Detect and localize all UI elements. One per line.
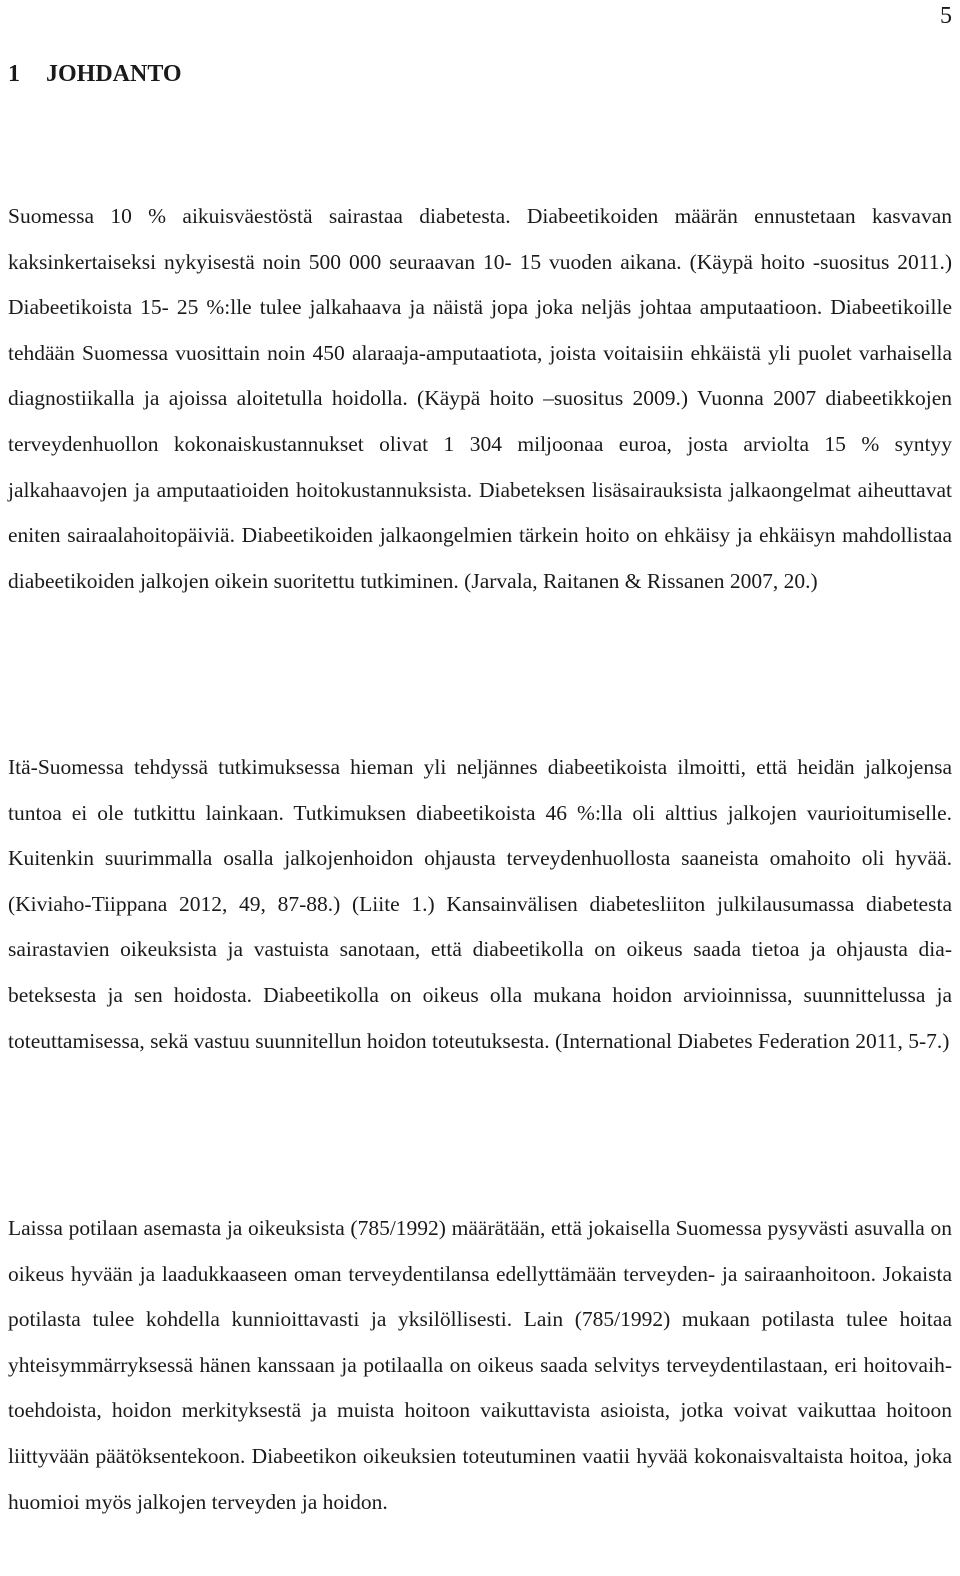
paragraph-patient-rights-law: Laissa potilaan asemasta ja oikeuksista (785/1992) määrätään, että jokaisella Suomessa pysyvästi asuvalla on oikeus hyvään ja laadukkaaseen oman terveydentilansa edellyttämään terveyden- ja sairaanhoitoon. Jokaista potilasta tulee kohdella kunnioittavasti ja yksilöllisesti. Lain (785/1992) mukaan potilasta tulee hoitaa yhteisymmärryksessä hänen kanssaan ja potilaalla on oikeus saada selvitys terveydentilastaan, eri hoitovaihtoehdoista, hoidon merkityksestä ja muista hoitoon vaikuttavista asioista, jotka voivat vaikuttaa hoitoon liittyvään päätöksentekoon. Diabeetikon oikeuksien toteutuminen vaatii hyvää kokonaisvaltaista hoitoa, joka huomioi myös jalkojen terveyden ja hoidon. — [8, 1216, 952, 1514]
paragraph-east-finland-study: Itä-Suomessa tehdyssä tutkimuksessa hieman yli neljännes diabeetikoista ilmoitti, että heidän jalkojensa tuntoa ei ole tutkittu lainkaan. Tutkimuksen diabeetikoista 46 %:lla oli alttius jalkojen vaurioitumiselle. Kuitenkin suurimmalla osalla jalkojenhoidon ohjausta terveydenhuollosta saaneista omahoito oli hyvää. (Kiviaho-Tiippana 2012, 49, 87-88.) (Liite 1.) Kansainvälisen diabetesliiton julkilausumassa diabetesta sairastavien oikeuksista ja vastuista sanotaan, että diabeetikolla on oikeus saada tietoa ja ohjausta diabeteksesta ja sen hoidosta. Diabeetikolla on oikeus olla mukana hoidon arvioinnissa, suunnittelussa ja toteuttamisessa, sekä vastuu suunnitellun hoidon toteutuksesta. (International Diabetes Federation 2011, 5-7.) — [8, 755, 952, 1053]
page-number: 5 — [940, 3, 952, 29]
chapter-heading — [8, 58, 182, 90]
chapter-number: 1 — [8, 61, 20, 87]
chapter-title: JOHDANTO — [46, 61, 182, 87]
paragraph-diabetes-prevalence: Suomessa 10 % aikuisväestöstä sairastaa diabetesta. Diabeetikoiden määrän ennustetaan kasvavan kaksinkertaiseksi nykyisestä noin 500 000 seuraavan 10- 15 vuoden aikana. (Käypä hoito -suositus 2011.) Diabeetikoista 15- 25 %:lle tulee jalkahaava ja näistä jopa joka neljäs johtaa amputaatioon. Diabeetikoille tehdään Suomessa vuosittain noin 450 alaraaja-amputaatiota, joista voitaisiin ehkäistä yli puolet varhaisella diagnostiikalla ja ajoissa aloitetulla hoidolla. (Käypä hoito –suositus 2009.) Vuonna 2007 diabeetikkojen terveydenhuollon kokonaiskustannukset olivat 1 304 miljoonaa euroa, josta arviolta 15 % syntyy jalkahaavojen ja amputaatioiden hoitokustannuksista. Diabeteksen lisäsairauksista jalkaongelmat aiheuttavat eniten sairaalahoitopäiviä. Diabeetikoiden jalkaongelmien tärkein hoito on ehkäisy ja ehkäisyn mahdollistaa diabeetikoiden jalkojen oikein suoritettu tutkiminen. (Jarvala, Raitanen & Rissanen 2007, 20.) — [8, 204, 952, 593]
